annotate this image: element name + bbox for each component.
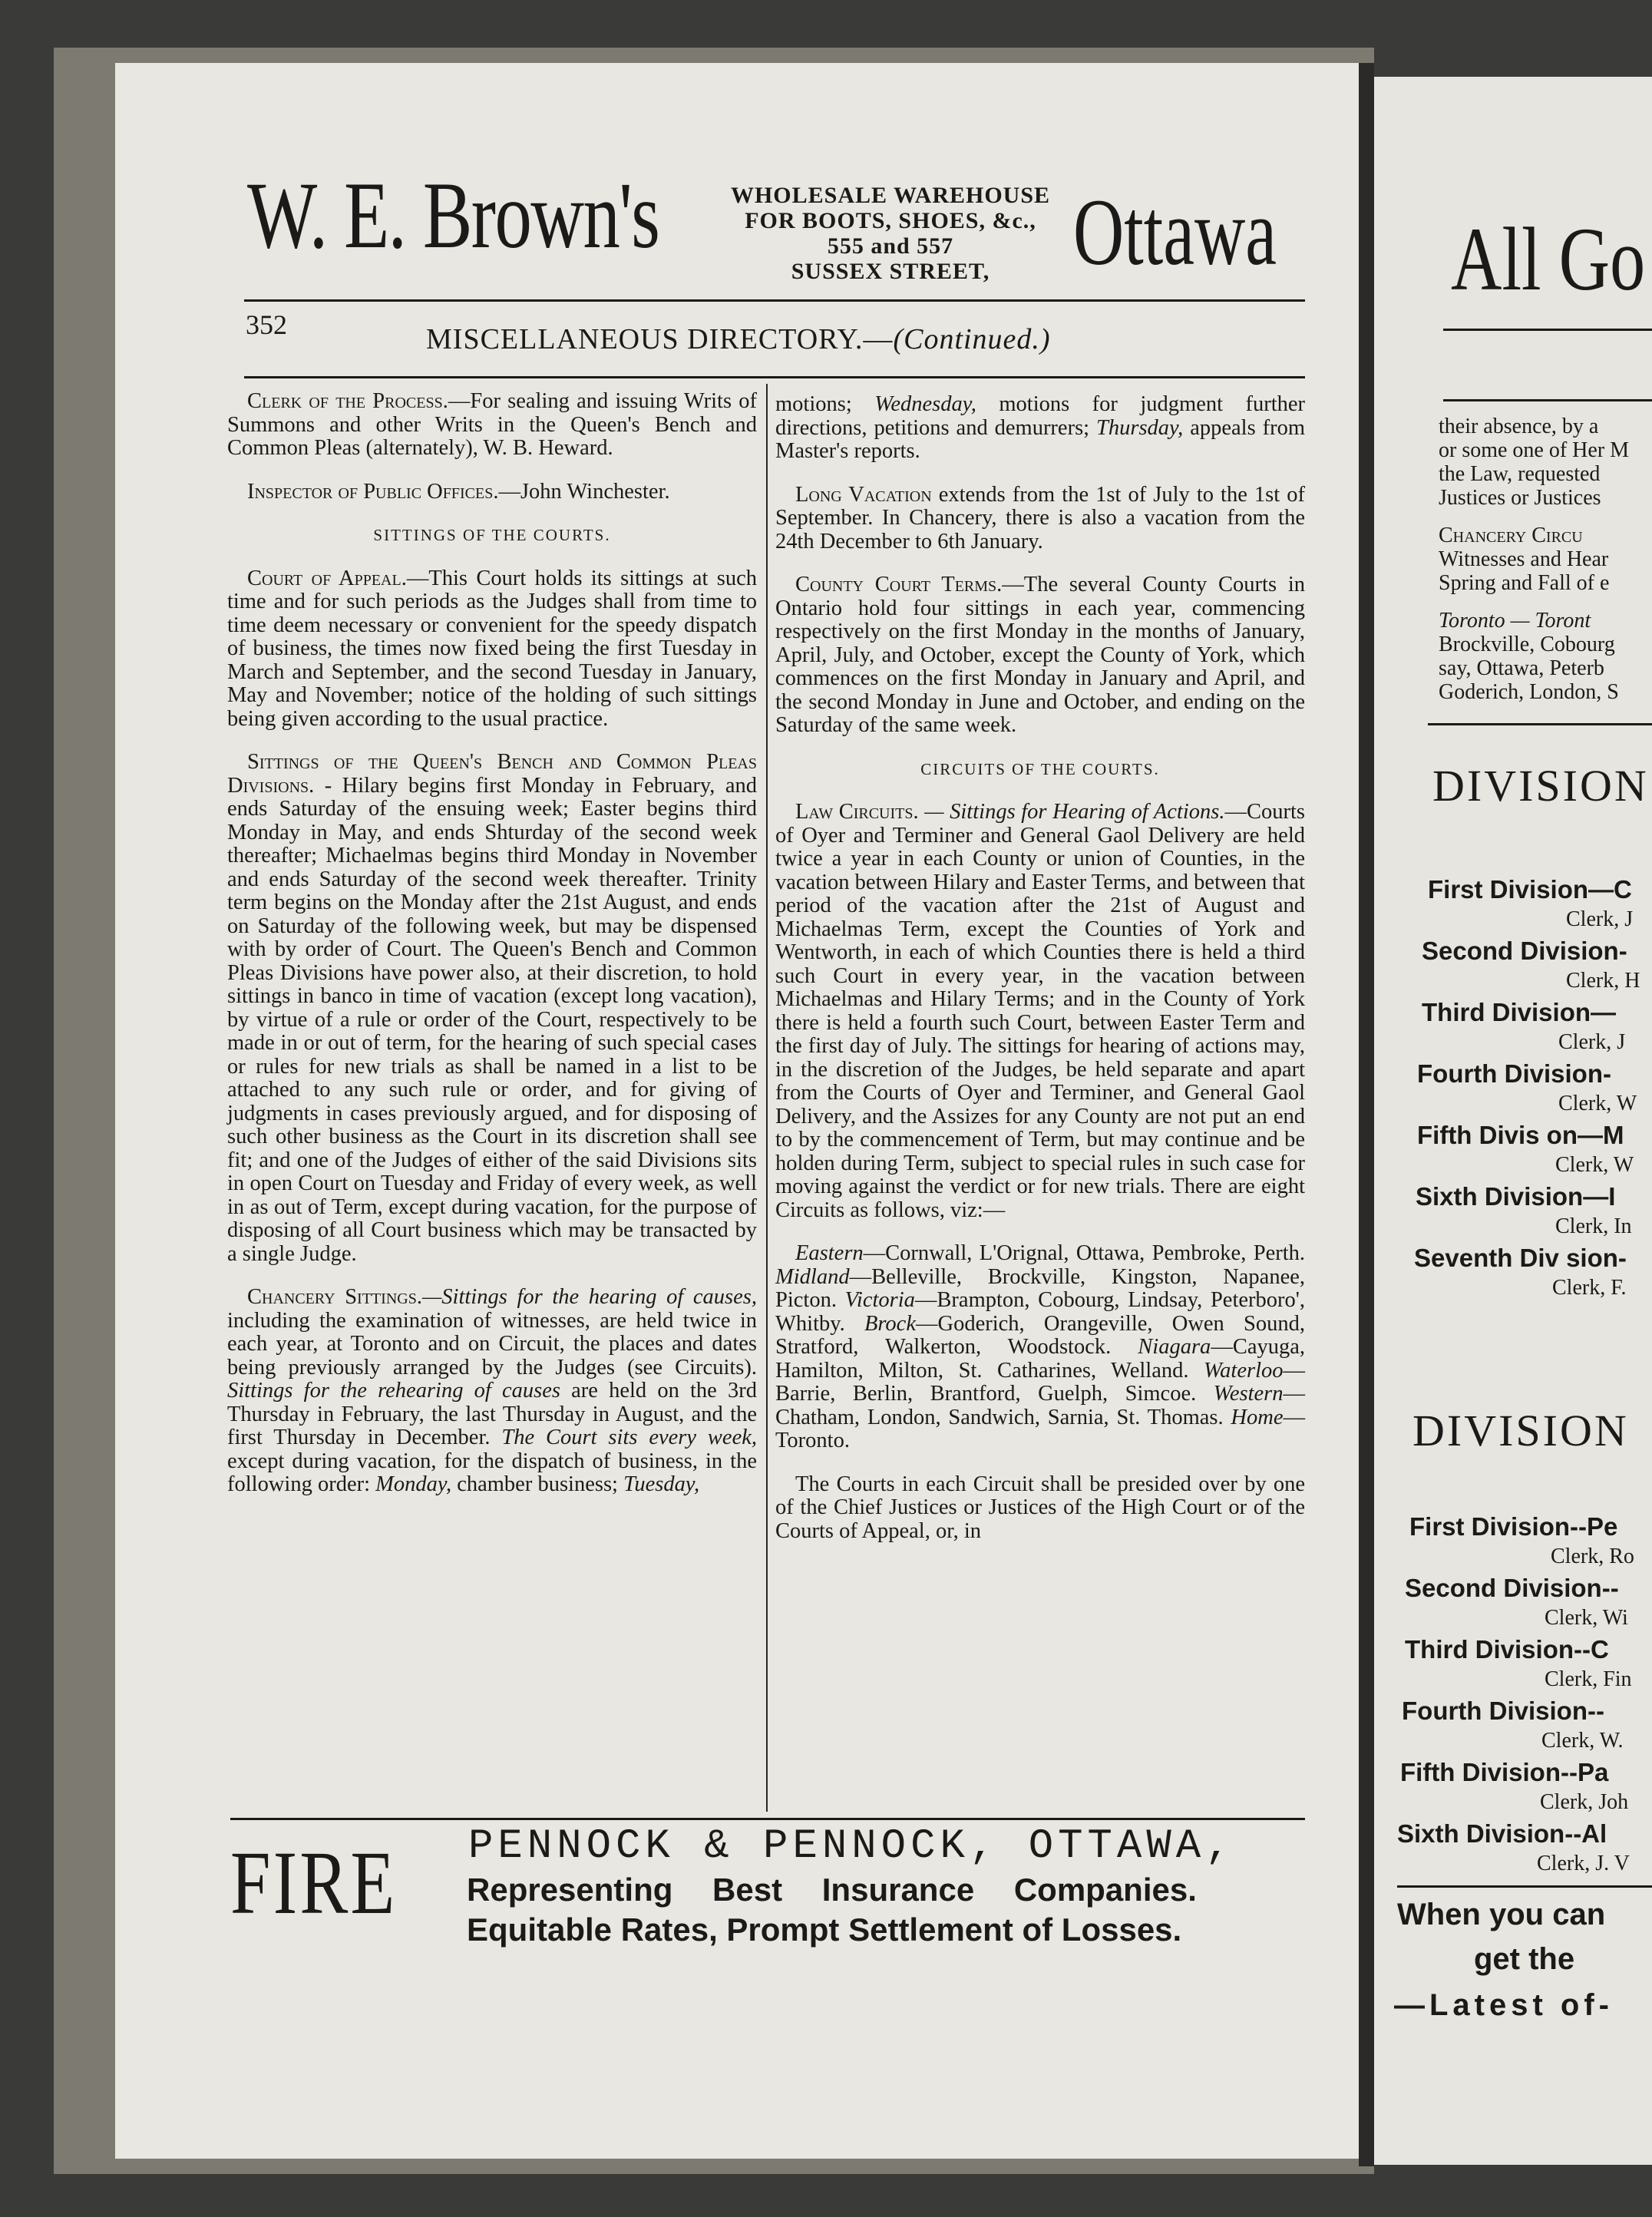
body-text: —The several County Courts in Ontario hold four sittings in each year, commencing respectively on the first Monday in the months of January, April, July, and October, except the County of York, which commences on the first Monday in January and April, and the second Monday in June and October, and ending on the Saturday of the same week.	[775, 573, 1305, 737]
circuit-name: Eastern	[795, 1241, 864, 1265]
paragraph-queens-bench	[227, 751, 757, 1266]
right-page-advert-line: When you can	[1397, 1898, 1606, 1931]
advert-fire: FIRE	[230, 1832, 398, 1933]
right-page-heading: All Go	[1451, 209, 1646, 309]
right-page	[1374, 77, 1652, 2165]
body-text: motions for judgment further directions, petitions and demurrers;	[775, 392, 1305, 440]
right-page-rule	[1428, 723, 1652, 725]
right-page-advert-line: —Latest of-	[1394, 1988, 1614, 2022]
circuit-towns: —Brampton, Cobourg, Lindsay, Peterboro', Whitby.	[775, 1288, 1306, 1336]
division-clerk: Clerk, Ro	[1551, 1545, 1634, 1568]
italic-text: Wednesday,	[874, 392, 976, 416]
paragraph-clerk-of-process	[227, 390, 757, 461]
body-text: —John Winchester.	[498, 479, 670, 504]
division-entry: Fifth Division--Pa	[1400, 1758, 1609, 1786]
division-clerk: Clerk, W	[1555, 1153, 1634, 1177]
text-line: Witnesses and Hear	[1439, 547, 1609, 571]
left-column	[227, 390, 757, 1517]
division-entry: Third Division--C	[1405, 1635, 1609, 1664]
running-head	[426, 322, 1051, 356]
division-entry: Sixth Division--Al	[1397, 1819, 1607, 1848]
paragraph-long-vacation	[775, 484, 1305, 554]
header-rule-bottom	[244, 376, 1305, 378]
division-entry: Second Division--	[1405, 1574, 1619, 1602]
division-entry: First Division--Pe	[1409, 1512, 1618, 1541]
division-clerk: Clerk, Fin	[1545, 1667, 1632, 1691]
page-number: 352	[246, 309, 287, 340]
italic-text: Sittings for the rehearing of causes	[227, 1379, 560, 1403]
division-entry: Fourth Division-	[1417, 1059, 1611, 1088]
circuit-name: Brock	[864, 1311, 916, 1336]
subhead-sittings: SITTINGS OF THE COURTS.	[373, 526, 611, 544]
advert-representing: Representing Best Insurance Companies.	[467, 1872, 1197, 1908]
italic-text: —Sittings for the hearing of causes,	[421, 1285, 757, 1309]
advert-details	[729, 183, 1052, 284]
advert-rates: Equitable Rates, Prompt Settlement of Losses.	[467, 1911, 1182, 1948]
body-text: —For sealing and issuing Writs of Summons and other Writs in the Queen's Bench and Common Pleas (alternately), W. B. Heward.	[227, 389, 757, 460]
lead-inspector: Inspector of Public Offices.	[247, 479, 499, 504]
lead-long-vacation: Long Vacation	[795, 482, 932, 507]
lead-queens-bench: Sittings of the Queen's Bench and Common Pleas Divisions.	[227, 750, 757, 798]
advert-line: 555 and 557	[827, 233, 954, 259]
division-clerk: Clerk, Wi	[1545, 1606, 1628, 1630]
advert-line: SUSSEX STREET,	[791, 259, 990, 284]
text-line: Brockville, Cobourg	[1439, 633, 1615, 656]
running-head-title: MISCELLANEOUS DIRECTORY.—	[426, 323, 894, 355]
italic-text: — Sittings for Hearing of Actions.	[918, 800, 1225, 824]
lead-law-circuits: Law Circuits.	[795, 800, 919, 824]
division-entry: Third Division—	[1422, 998, 1617, 1026]
circuit-name: Western	[1213, 1382, 1284, 1406]
body-text: except during vacation, for the dispatch of business, in the following order:	[227, 1449, 757, 1496]
circuit-towns: —Cornwall, L'Orignal, Ottawa, Pembroke, Perth.	[863, 1241, 1305, 1265]
right-page-advert-line: get the	[1474, 1942, 1575, 1976]
running-head-continued: (Continued.)	[893, 323, 1051, 355]
subhead-circuits: CIRCUITS OF THE COURTS.	[920, 759, 1160, 778]
division-entry: Fifth Divis on—M	[1417, 1121, 1624, 1149]
division-clerk: Clerk, J. V	[1537, 1852, 1630, 1875]
paragraph-circuit-list	[775, 1242, 1305, 1453]
circuit-name: Waterloo	[1204, 1358, 1284, 1383]
paragraph-chancery-sittings	[227, 1286, 757, 1497]
body-text: —Courts of Oyer and Terminer and General Gaol Delivery are held twice a year in each County or union of Counties, in the vacation between Hilary and Easter Terms, and between that period of the vacation after the 21st of August and Michaelmas Term, except the Counties of York and Wentworth, in each of which Counties there is held a third such Court in every year, in the vacation between Michaelmas and Hilary Terms; and in the County of York there is held a fourth such Court, between Easter Term and the first day of July. The sittings for hearing of actions may, in the discretion of the Judges, be held separate and apart from the Courts of Oyer and Terminer, and General Gaol Delivery, and the Assizes for any County are not put an end to by the commencement of Term, but may continue and be holden during Term, subject to special rules in such case for moving against the verdict or for new trials. There are eight Circuits as follows, viz:—	[775, 800, 1306, 1222]
advert-line: FOR BOOTS, SHOES, &c.,	[745, 208, 1036, 233]
division-entry: Sixth Division—I	[1416, 1182, 1616, 1211]
circuit-towns: —Belleville, Brockville, Kingston, Napanee, Picton.	[775, 1264, 1305, 1312]
right-page-text	[1439, 415, 1629, 704]
body-text: The Courts in each Circuit shall be presided over by one of the Chief Justices or Justices of the High Court or of the Courts of Appeal, or, in	[775, 1472, 1305, 1543]
circuit-name: Victoria	[844, 1288, 915, 1312]
advert-line: WHOLESALE WAREHOUSE	[730, 183, 1051, 208]
paragraph-court-of-appeal	[227, 567, 757, 732]
advert-insurer: PENNOCK & PENNOCK, OTTAWA,	[468, 1823, 1235, 1870]
paragraph-law-circuits	[775, 801, 1305, 1222]
circuit-towns: —Chatham, London, Sandwich, Sarnia, St. Thomas.	[775, 1382, 1305, 1429]
circuit-name: Home	[1231, 1405, 1284, 1429]
italic-text: The Court sits every week,	[501, 1426, 757, 1449]
paragraph-county-court-terms	[775, 573, 1305, 738]
right-page-rule	[1443, 399, 1652, 401]
text-line: the Law, requested	[1439, 462, 1601, 486]
division-clerk: Clerk, J	[1566, 907, 1634, 931]
body-text: motions;	[775, 392, 875, 416]
circuit-towns: —Barrie, Berlin, Brantford, Guelph, Simcoe.	[775, 1358, 1305, 1406]
body-text: including the examination of witnesses, are held twice in each year, at Toronto and on Circuit, the places and dates being previously arranged by the Judges (see Circuits).	[227, 1308, 757, 1379]
division-clerk: Clerk, In	[1555, 1214, 1632, 1238]
lead-county-court-terms: County Court Terms.	[795, 573, 1003, 596]
italic-text: Thursday,	[1096, 415, 1184, 440]
text-line: Spring and Fall of e	[1439, 571, 1610, 595]
footer-rule	[230, 1818, 1305, 1820]
circuit-name: Niagara	[1138, 1335, 1211, 1359]
italic-text: Tuesday,	[623, 1472, 700, 1496]
body-text: —This Court holds its sittings at such time and for such periods as the Judges shall from time to time deem necessary or convenient for the speedy dispatch of business, the times now fixed being the first Tuesday in March and September, and the second Tuesday in January, May and November; notice of the holding of such sittings being given according to the usual practice.	[227, 566, 758, 731]
text-line: their absence, by a	[1439, 415, 1599, 438]
advert-brand: W. E. Brown's	[247, 163, 659, 268]
division-heading: DIVISION	[1432, 761, 1649, 811]
division-entry: First Division—C	[1428, 875, 1632, 904]
division-clerk: Clerk, W	[1558, 1092, 1637, 1115]
paragraph-inspector	[227, 481, 757, 504]
circuit-towns: —Toronto.	[775, 1405, 1305, 1452]
text-line: Justices or Justices	[1439, 486, 1601, 510]
paragraph-presided	[775, 1473, 1305, 1544]
division-clerk: Clerk, Joh	[1540, 1790, 1629, 1814]
book-gutter	[1359, 63, 1374, 2166]
circuit-name: Midland	[775, 1264, 850, 1289]
division-clerk: Clerk, H	[1566, 969, 1640, 993]
body-text: appeals from Master's reports.	[775, 415, 1305, 463]
body-text: extends from the 1st of July to the 1st of September. In Chancery, there is also a vacation from the 24th December to 6th January.	[775, 482, 1305, 553]
right-page-rule	[1443, 329, 1652, 331]
advert-city: Ottawa	[1073, 180, 1277, 285]
division-entry: Fourth Division--	[1402, 1697, 1604, 1725]
division-clerk: Clerk, F.	[1552, 1276, 1627, 1300]
circuit-towns: —Goderich, Orangeville, Owen Sound, Stratford, Walkerton, Woodstock.	[775, 1311, 1305, 1359]
body-text: - Hilary begins first Monday in February, and ends Saturday of the ensuing week; Easter begins third Monday in May, and ends Shturday of the second week thereafter; Michaelmas begins third Monday in November and ends Saturday of the second week thereafter. Trinity term begins on the Monday after the 21st August, and ends on Saturday of the following week, but may be dispensed with by order of Court. The Queen's Bench and Common Pleas Divisions have power also, at their discretion, to hold sittings in banco in time of vacation (except long vacation), by virtue of a rule or order of the Court, respectively to be made in or out of term, for the hearing of such special cases or rules for new trials as shall be named in a list to be attached to any such rule or order, and for giving of judgments in cases previously argued, and for disposing of such other business as the Court in its discretion shall see fit; and one of the Judges of either of the said Divisions sits in open Court on Tuesday and Friday of every week, as well in as out of Term, except during vacation, for the purpose of disposing of all Court business which may be transacted by a single Judge.	[227, 773, 757, 1266]
circuit-towns: —Cayuga, Hamilton, Milton, St. Catharines, Welland.	[775, 1335, 1305, 1383]
division-entry: Seventh Div sion-	[1414, 1244, 1627, 1272]
header-rule-top	[244, 299, 1305, 302]
text-line: Toronto — Toront	[1439, 609, 1591, 633]
right-page-rule	[1397, 1885, 1652, 1888]
division-entry: Second Division-	[1422, 937, 1627, 965]
text-line: Chancery Circu	[1439, 524, 1583, 547]
text-line: Goderich, London, S	[1439, 680, 1619, 704]
division-heading: DIVISION	[1412, 1406, 1629, 1455]
right-column	[775, 393, 1305, 1563]
body-text: chamber business;	[451, 1472, 624, 1496]
column-divider	[766, 384, 768, 1812]
division-clerk: Clerk, J	[1558, 1030, 1626, 1054]
division-clerk: Clerk, W.	[1541, 1729, 1624, 1753]
body-text: are held on the 3rd Thursday in February, the last Thursday in August, and the first Thursday in December.	[227, 1379, 757, 1449]
lead-chancery-sittings: Chancery Sittings.	[247, 1285, 422, 1309]
italic-text: Monday,	[375, 1472, 452, 1496]
text-line: say, Ottawa, Peterb	[1439, 656, 1604, 680]
lead-clerk-of-process: Clerk of the Process.	[247, 389, 448, 413]
lead-court-of-appeal: Court of Appeal.	[247, 566, 407, 590]
paragraph-motions	[775, 393, 1305, 464]
text-line: or some one of Her M	[1439, 438, 1630, 462]
